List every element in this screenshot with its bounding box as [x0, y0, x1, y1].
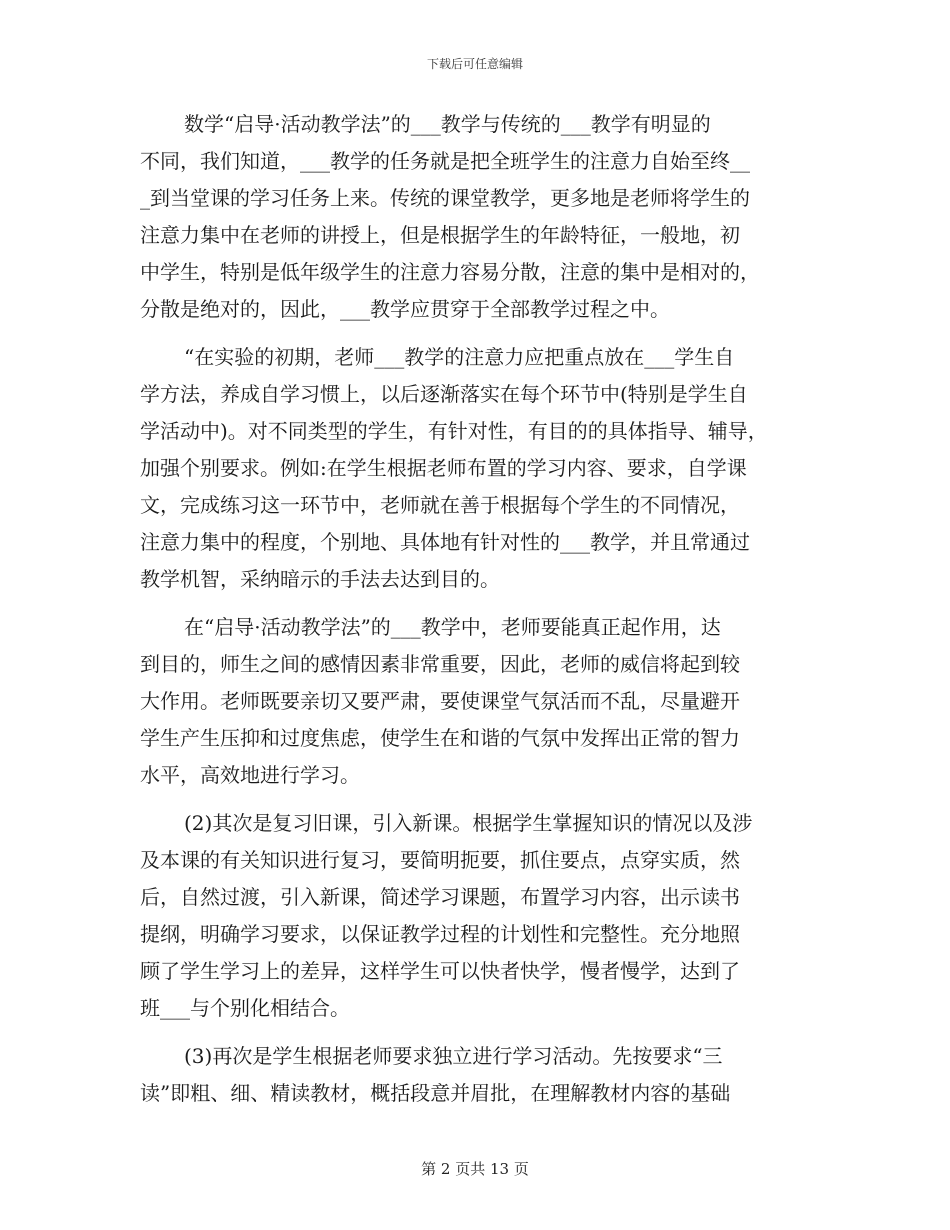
text-line: 分散是绝对的，因此，___教学应贯穿于全部教学过程之中。 — [140, 297, 670, 321]
text-line: 在“启导·活动教学法”的___教学中，老师要能真正起作用，达 — [184, 615, 721, 639]
text-line: “在实验的初期，老师___教学的注意力应把重点放在___学生自 — [184, 345, 735, 369]
text-line: 文，完成练习这一环节中，老师就在善于根据每个学生的不同情况， — [140, 493, 740, 517]
text-line: 教学机智，采纳暗示的手法去达到目的。 — [140, 567, 500, 591]
text-line: 读”即粗、细、精读教材，概括段意并眉批，在理解教材内容的基础 — [140, 1081, 731, 1105]
paragraph-5 — [140, 1038, 812, 1112]
text-line: 提纲，明确学习要求，以保证教学过程的计划性和完整性。充分地照 — [140, 922, 740, 946]
paragraph-spacer — [140, 598, 812, 609]
text-line: 注意力集中的程度，个别地、具体地有针对性的___教学，并且常通过 — [140, 530, 750, 554]
paragraph-spacer — [140, 794, 812, 805]
text-line: (2)其次是复习旧课，引入新课。根据学生掌握知识的情况以及涉 — [184, 811, 753, 835]
text-line: 中学生，特别是低年级学生的注意力容易分散，注意的集中是相对的， — [140, 260, 760, 284]
page-header: 下载后可任意编辑 — [426, 57, 523, 71]
paragraph-spacer — [140, 328, 812, 339]
document-body — [140, 106, 812, 1112]
text-line: _到当堂课的学习任务上来。传统的课堂教学，更多地是老师将学生的 — [140, 186, 750, 210]
text-line: (3)再次是学生根据老师要求独立进行学习活动。先按要求“三 — [184, 1044, 723, 1068]
paragraph-4 — [140, 805, 812, 1027]
paragraph-3 — [140, 609, 812, 794]
paragraph-1 — [140, 106, 812, 328]
text-line: 后，自然过渡，引入新课，简述学习课题，布置学习内容，出示读书 — [140, 885, 740, 909]
paragraph-spacer — [140, 1027, 812, 1038]
text-line: 学方法，养成自学习惯上，以后逐渐落实在每个环节中(特别是学生自 — [140, 382, 748, 406]
text-line: 大作用。老师既要亲切又要严肃，要使课堂气氛活而不乱，尽量避开 — [140, 689, 740, 713]
text-line: 到目的，师生之间的感情因素非常重要，因此，老师的威信将起到较 — [140, 652, 740, 676]
text-line: 水平，高效地进行学习。 — [140, 763, 360, 787]
text-line: 加强个别要求。例如:在学生根据老师布置的学习内容、要求，自学课 — [140, 456, 747, 480]
text-line: 学活动中)。对不同类型的学生，有针对性，有目的的具体指导、辅导， — [140, 419, 768, 443]
page-number: 第 2 页共 13 页 — [421, 1160, 529, 1178]
text-line: 学生产生压抑和过度焦虑，使学生在和谐的气氛中发挥出正常的智力 — [140, 726, 740, 750]
text-line: 数学“启导·活动教学法”的___教学与传统的___教学有明显的 — [184, 112, 711, 136]
text-line: 注意力集中在老师的讲授上，但是根据学生的年龄特征，一般地，初 — [140, 223, 740, 247]
text-line: 不同，我们知道，___教学的任务就是把全班学生的注意力自始至终__ — [140, 149, 750, 173]
paragraph-2 — [140, 339, 812, 598]
text-line: 顾了学生学习上的差异，这样学生可以快者快学，慢者慢学，达到了 — [140, 959, 740, 983]
text-line: 及本课的有关知识进行复习，要简明扼要，抓住要点，点穿实质，然 — [140, 848, 740, 872]
text-line: 班___与个别化相结合。 — [140, 996, 350, 1020]
